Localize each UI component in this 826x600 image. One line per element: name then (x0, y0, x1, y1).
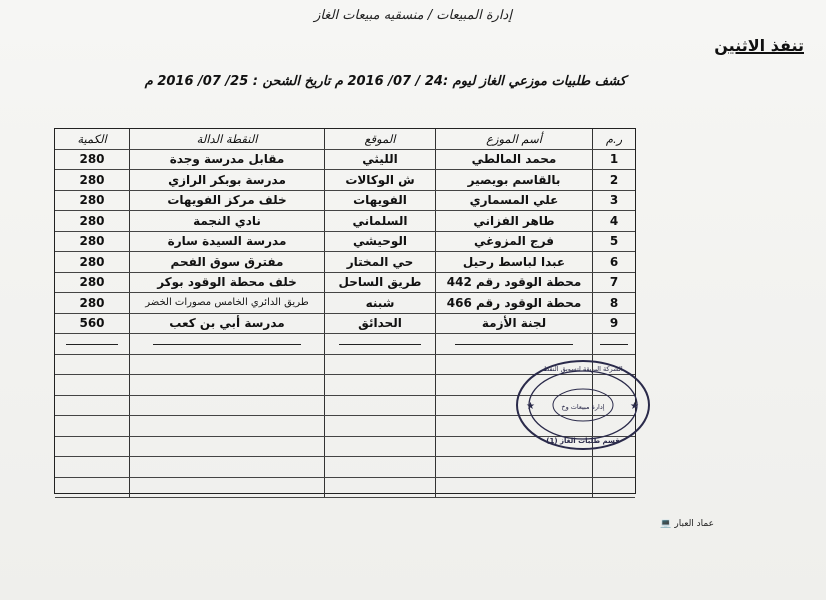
row-num: 5 (593, 231, 636, 252)
row-qty (55, 457, 130, 478)
table-row (55, 457, 635, 478)
row-landmark: مقابل مدرسة وجدة (130, 149, 325, 170)
row-qty: 280 (55, 149, 130, 170)
row-num: 2 (593, 170, 636, 191)
row-name (436, 477, 593, 498)
row-num: 9 (593, 313, 636, 334)
row-landmark: مفترق سوق الفحم (130, 252, 325, 273)
row-qty: 280 (55, 252, 130, 273)
table-row (55, 211, 635, 232)
row-landmark: مدرسة أبي بن كعب (130, 313, 325, 334)
row-num: 8 (593, 293, 636, 314)
row-qty (55, 375, 130, 396)
row-landmark (130, 395, 325, 416)
footer-author (660, 519, 714, 529)
row-landmark: نادي النجمة (130, 211, 325, 232)
row-location (325, 457, 436, 478)
row-qty (55, 436, 130, 457)
row-location: الليثي (325, 149, 436, 170)
row-qty (55, 416, 130, 437)
row-landmark (130, 436, 325, 457)
row-location: السلماني (325, 211, 436, 232)
table-row (55, 272, 635, 293)
official-stamp (514, 357, 652, 453)
row-location: الوحيشي (325, 231, 436, 252)
row-qty: 280 (55, 231, 130, 252)
table-row (55, 334, 635, 355)
svg-text:★: ★ (526, 401, 535, 412)
row-location (325, 334, 436, 355)
row-num (593, 334, 636, 355)
row-num: 4 (593, 211, 636, 232)
row-location (325, 416, 436, 437)
separator-line (600, 343, 627, 345)
row-location (325, 395, 436, 416)
row-landmark (130, 354, 325, 375)
header-qty: الكمية (55, 129, 130, 149)
table-row (55, 190, 635, 211)
row-qty (55, 334, 130, 355)
table-row (55, 313, 635, 334)
table-row (55, 149, 635, 170)
execution-day: تنفذ الاثنين (714, 36, 804, 55)
row-location: ش الوكالات (325, 170, 436, 191)
row-landmark: طريق الدائري الخامس مصورات الخضر (130, 293, 325, 314)
row-landmark: مدرسة بوبكر الرازي (130, 170, 325, 191)
separator-line (339, 343, 421, 345)
row-num: 7 (593, 272, 636, 293)
row-name: طاهر الفزاني (436, 211, 593, 232)
row-landmark: مدرسة السيدة سارة (130, 231, 325, 252)
row-qty: 560 (55, 313, 130, 334)
row-num (593, 477, 636, 498)
stamp-line3: قسم طلبات الغاز (1) (546, 437, 620, 445)
stamp-line2: إدارة مبيعات وخ (561, 403, 605, 411)
separator-line (455, 343, 573, 345)
row-qty (55, 477, 130, 498)
row-name: محطة الوقود رقم 466 (436, 293, 593, 314)
row-name: محمد المالطي (436, 149, 593, 170)
header-landmark: النقطة الدالة (130, 129, 325, 149)
row-location: شبنه (325, 293, 436, 314)
row-qty: 280 (55, 170, 130, 191)
row-qty: 280 (55, 293, 130, 314)
report-title: كشف طلبيات موزعي الغاز ليوم :24 / 07/ 2016 م تاريخ الشحن : 25/ 07/ 2016 م (144, 74, 626, 89)
header-name: أسم الموزع (436, 129, 593, 149)
row-name: عبدا لباسط رحيل (436, 252, 593, 273)
table-row (55, 170, 635, 191)
row-landmark (130, 477, 325, 498)
author-name: عماد العبار (674, 519, 714, 529)
row-name: فرج المزوغي (436, 231, 593, 252)
department-header: إدارة المبيعات / منسقيه مبيعات الغاز (314, 8, 512, 23)
row-qty: 280 (55, 190, 130, 211)
row-landmark: خلف مركز الفويهات (130, 190, 325, 211)
row-num (593, 457, 636, 478)
row-location (325, 436, 436, 457)
row-location: حي المختار (325, 252, 436, 273)
row-name (436, 334, 593, 355)
table-row (55, 252, 635, 273)
row-name: محطة الوقود رقم 442 (436, 272, 593, 293)
row-name: لجنة الأزمة (436, 313, 593, 334)
row-location (325, 354, 436, 375)
table-header-row (55, 129, 635, 149)
row-num: 3 (593, 190, 636, 211)
table-row (55, 293, 635, 314)
row-num: 6 (593, 252, 636, 273)
header-num: ر.م (593, 129, 636, 149)
row-landmark (130, 457, 325, 478)
row-name: بالقاسم بويصير (436, 170, 593, 191)
svg-text:★: ★ (630, 401, 639, 412)
row-landmark (130, 334, 325, 355)
row-name (436, 457, 593, 478)
stamp-line1: الشركة البريقة لتسويق النفط (543, 365, 623, 373)
row-name: علي المسماري (436, 190, 593, 211)
separator-line (153, 343, 302, 345)
table-row (55, 477, 635, 498)
row-qty (55, 354, 130, 375)
row-num: 1 (593, 149, 636, 170)
row-location: طريق الساحل (325, 272, 436, 293)
row-location: الحدائق (325, 313, 436, 334)
row-landmark: خلف محطة الوقود بوكر (130, 272, 325, 293)
computer-icon: 💻 (660, 519, 672, 529)
table-row (55, 231, 635, 252)
row-qty (55, 395, 130, 416)
separator-line (66, 343, 119, 345)
header-location: الموقع (325, 129, 436, 149)
row-location (325, 477, 436, 498)
row-qty: 280 (55, 211, 130, 232)
row-landmark (130, 375, 325, 396)
row-qty: 280 (55, 272, 130, 293)
row-location (325, 375, 436, 396)
row-landmark (130, 416, 325, 437)
row-location: الفويهات (325, 190, 436, 211)
